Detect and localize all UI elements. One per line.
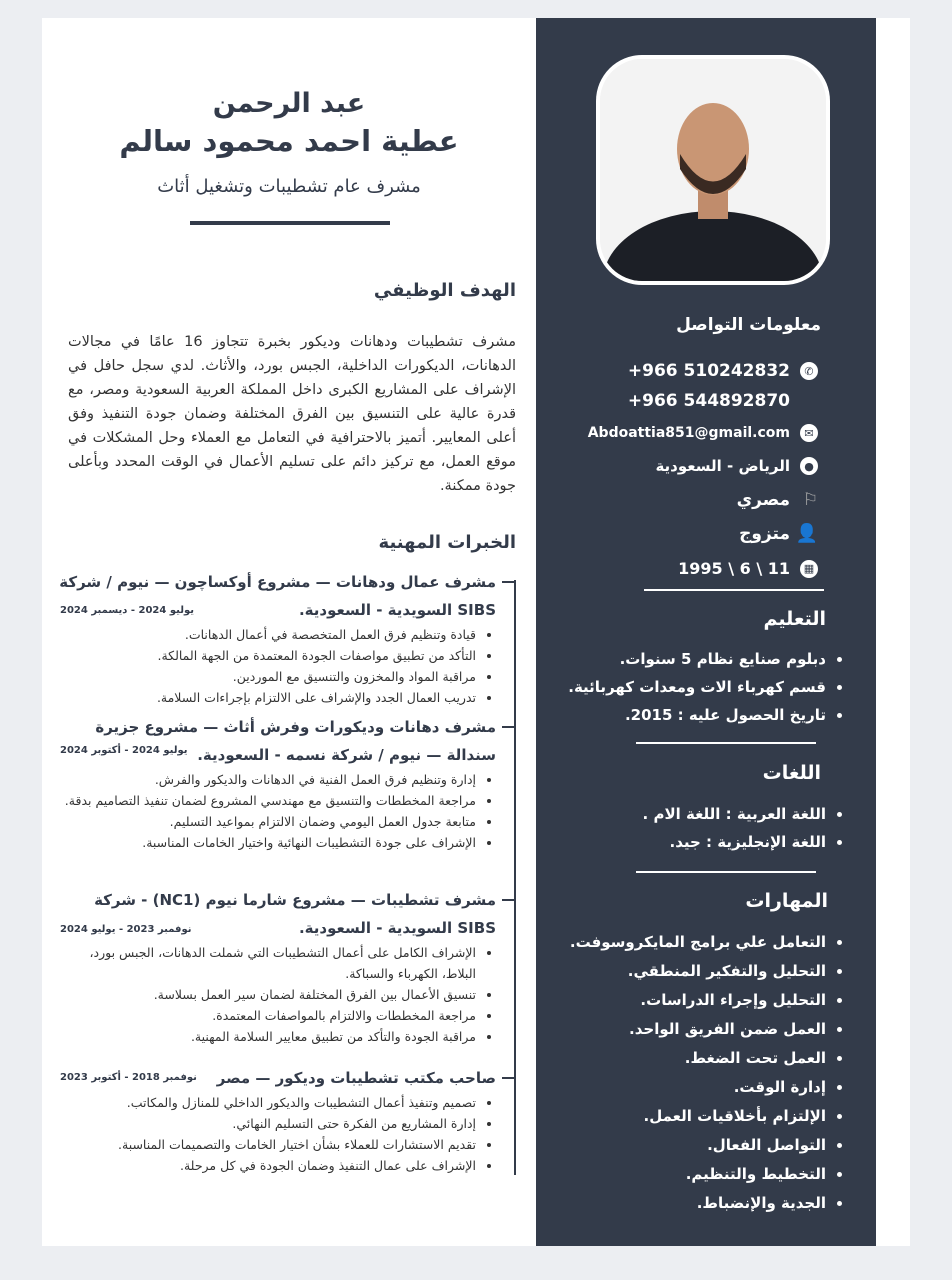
job-bullet: • مراقبة المواد والمخزون والتنسيق مع الموردين. (56, 666, 476, 687)
job-dates: نوفمبر 2018 - أكتوبر 2023 (60, 1072, 197, 1083)
skill-item: • العمل تحت الضغط. (570, 1049, 826, 1067)
calendar-icon: ▦ (800, 560, 818, 578)
skill-item: • إدارة الوقت. (570, 1078, 826, 1096)
phone-2-text: +966 544892870 (627, 391, 790, 411)
location (655, 457, 818, 475)
nationality (737, 490, 818, 510)
location-text: الرياض - السعودية (655, 457, 790, 475)
job-entry (56, 886, 516, 1047)
name-line-2: عطية احمد محمود سالم (119, 124, 459, 158)
job-dates: نوفمبر 2023 - يوليو 2024 (60, 924, 192, 935)
job-dates: يوليو 2024 - أكتوبر 2024 (60, 745, 188, 756)
education-item: • قسم كهرباء الات ومعدات كهربائية. (568, 678, 826, 696)
job-bullet: • مراجعة المخططات والالتزام بالمواصفات المعتمدة. (56, 1005, 476, 1026)
objective-text: مشرف تشطيبات ودهانات وديكور بخبرة تتجاوز 16 عامًا في مجالات الدهانات، الديكورات الداخلية، الجبس بورد، والأثاث. لدي سجل حافل في الإشراف على المشاريع الكبرى داخل المملكة العربية السعودية ومصر، مع قدرة عالية على التنسيق بين الفرق المختلفة وضمان جودة التنفيذ وفق أعلى المعايير. أتميز بالاحترافية في التعامل مع العملاء وحل المشكلات في موقع العمل، مع تركيز دائم على تسليم الأعمال في الوقت المحدد وبأعلى جودة ممكنة. (68, 334, 516, 494)
marital-text: متزوج (739, 523, 790, 544)
education-item: • دبلوم صنايع نظام 5 سنوات. (568, 650, 826, 668)
profile-photo (596, 55, 830, 285)
skill-item: • الإلتزام بأخلاقيات العمل. (570, 1107, 826, 1125)
divider (636, 742, 816, 744)
education-item: • تاريخ الحصول عليه : 2015. (568, 706, 826, 724)
email (588, 424, 818, 442)
skill-item: • التحليل وإجراء الدراسات. (570, 991, 826, 1009)
education-list (568, 650, 846, 734)
job-bullet: • إدارة وتنظيم فرق العمل الفنية في الدهانات والديكور والفرش. (56, 769, 476, 790)
objective-heading: الهدف الوظيفي (373, 280, 516, 301)
job-bullet: • الإشراف على عمال التنفيذ وضمان الجودة في كل مرحلة. (56, 1155, 476, 1176)
job-title: مشرف عام تشطيبات وتشغيل أثاث (157, 176, 421, 197)
email-text: Abdoattia851@gmail.com (587, 425, 790, 441)
phone-1-text: +966 510242832 (627, 361, 790, 381)
birthdate (678, 559, 818, 578)
experience-heading: الخبرات المهنية (378, 532, 516, 553)
nationality-text: مصري (736, 490, 790, 510)
job-bullet: • الإشراف على جودة التشطيبات النهائية واختيار الخامات المناسبة. (56, 832, 476, 853)
languages-list (643, 805, 846, 861)
job-title: مشرف دهانات وديكورات وفرش أثاث — مشروع جزيرة سندالة — نيوم / شركة نسمه - السعودية. (56, 713, 516, 769)
flag-icon: ⚐ (802, 490, 818, 510)
skills-heading: المهارات (745, 890, 828, 912)
education-heading: التعليم (763, 608, 826, 630)
title-underline (190, 221, 390, 225)
job-bullet: • تدريب العمال الجدد والإشراف على الالتزام بإجراءات السلامة. (56, 687, 476, 708)
user-icon: 👤 (795, 523, 818, 544)
job-title: مشرف تشطيبات — مشروع شارما نيوم (NC1) - شركة SIBS السويدية - السعودية. (56, 886, 516, 942)
job-bullet: • الإشراف الكامل على أعمال التشطيبات التي شملت الدهانات، الجبس بورد، البلاط، الكهرباء والسباكة. (56, 942, 476, 984)
language-item: • اللغة الإنجليزية : جيد. (643, 833, 826, 851)
skills-list (570, 933, 846, 1223)
skill-item: • التواصل الفعال. (570, 1136, 826, 1154)
divider (644, 589, 824, 591)
job-bullet: • تقديم الاستشارات للعملاء بشأن اختيار الخامات والتصميمات المناسبة. (56, 1134, 476, 1155)
job-bullet: • إدارة المشاريع من الفكرة حتى التسليم النهائي. (56, 1113, 476, 1134)
skill-item: • التعامل علي برامج المايكروسوفت. (570, 933, 826, 951)
skill-item: • التحليل والتفكير المنطقي. (570, 962, 826, 980)
phone-icon: ✆ (800, 362, 818, 380)
job-bullet: • قيادة وتنظيم فرق العمل المتخصصة في أعمال الدهانات. (56, 624, 476, 645)
job-entry (56, 1064, 516, 1176)
job-entry (56, 568, 516, 708)
job-bullet: • تنسيق الأعمال بين الفرق المختلفة لضمان سير العمل بسلاسة. (56, 984, 476, 1005)
job-bullet: • التأكد من تطبيق مواصفات الجودة المعتمدة من الجهة المالكة. (56, 645, 476, 666)
job-bullet: • تصميم وتنفيذ أعمال التشطيبات والديكور الداخلي للمنازل والمكاتب. (56, 1092, 476, 1113)
skill-item: • العمل ضمن الفريق الواحد. (570, 1020, 826, 1038)
job-bullet: • مراجعة المخططات والتنسيق مع مهندسي المشروع لضمان تنفيذ التصاميم بدقة. (56, 790, 476, 811)
contact-heading: معلومات التواصل (676, 315, 821, 335)
job-dates: يوليو 2024 - ديسمبر 2024 (60, 605, 194, 616)
skill-item: • الجدية والإنضباط. (570, 1194, 826, 1212)
phone-1 (628, 361, 818, 381)
location-pin-icon: ● (800, 457, 818, 475)
sidebar (536, 18, 876, 1246)
job-entry (56, 713, 516, 853)
job-bullet: • مراقبة الجودة والتأكد من تطبيق معايير السلامة المهنية. (56, 1026, 476, 1047)
name-line-1: عبد الرحمن (212, 88, 366, 119)
main-column (42, 18, 536, 1246)
skill-item: • التخطيط والتنظيم. (570, 1165, 826, 1183)
mail-icon: ✉ (800, 424, 818, 442)
job-bullet: • متابعة جدول العمل اليومي وضمان الالتزام بمواعيد التسليم. (56, 811, 476, 832)
divider (636, 871, 816, 873)
birthdate-text: 11 \ 6 \ 1995 (678, 559, 790, 578)
job-title: صاحب مكتب تشطيبات وديكور — مصر (56, 1064, 516, 1092)
language-item: • اللغة العربية : اللغة الام . (643, 805, 826, 823)
marital-status (739, 523, 818, 544)
languages-heading: اللغات (762, 762, 821, 784)
phone-2 (628, 391, 790, 411)
job-title: مشرف عمال ودهانات — مشروع أوكساچون — نيوم / شركة SIBS السويدية - السعودية. (56, 568, 516, 624)
